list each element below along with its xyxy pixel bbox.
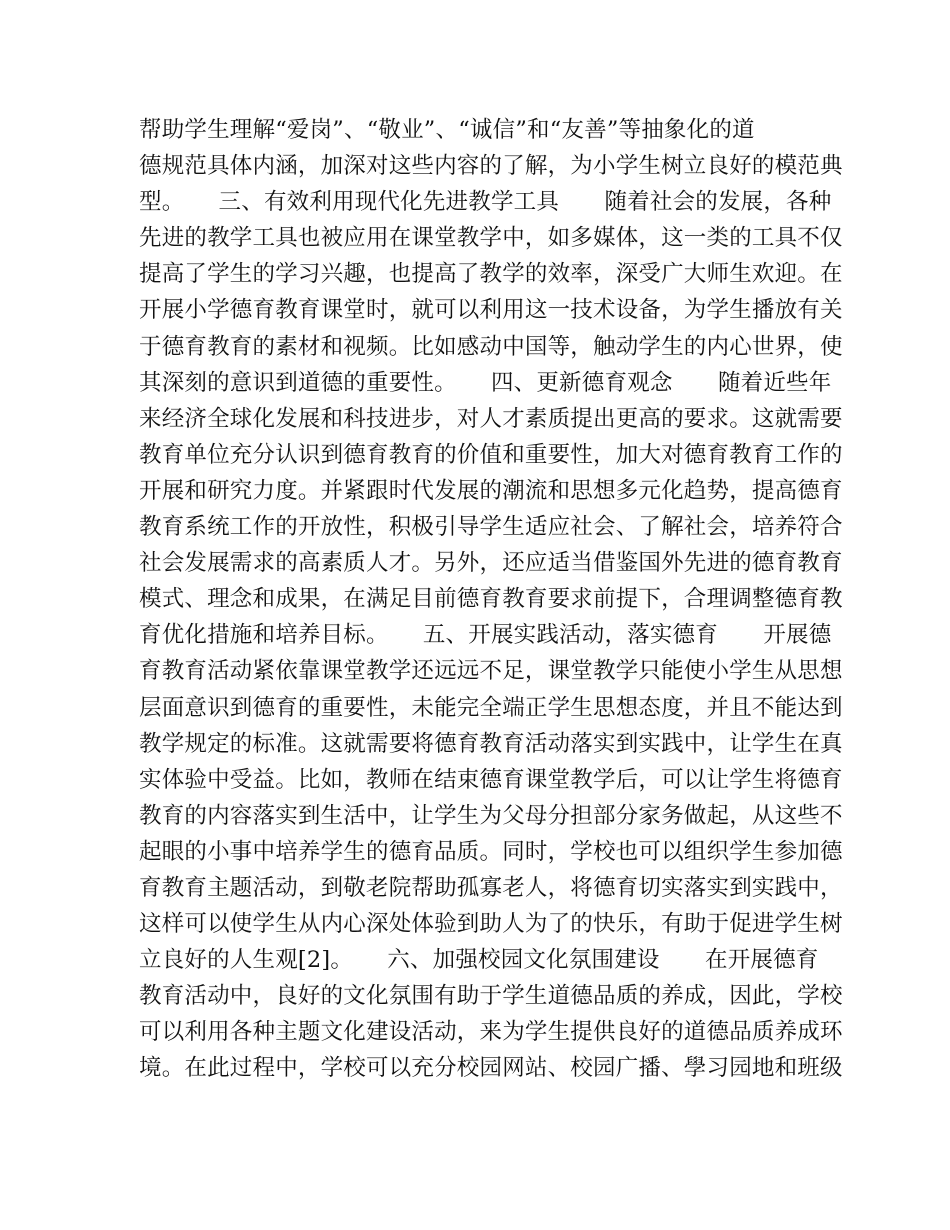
text-line-21: 起眼的小事中培养学生的德育品质。同时，学校也可以组织学生参加德 xyxy=(139,838,843,865)
text-line-12: 教育系统工作的开放性，积极引导学生适应社会、了解社会，培养符合 xyxy=(139,514,843,541)
text-line-8: 其深刻的意识到道德的重要性。 四、更新德育观念 随着近些年 xyxy=(139,369,832,396)
text-line-23: 这样可以使学生从内心深处体验到助人为了的快乐，有助于促进学生树 xyxy=(139,911,843,938)
text-line-24: 立良好的人生观[2]。 六、加强校园文化氛围建设 在开展德育 xyxy=(139,947,819,974)
text-line-22: 育教育主题活动，到敬老院帮助孤寡老人，将德育切实落实到实践中， xyxy=(139,874,843,901)
text-line-27: 境。在此过程中，学校可以充分校园网站、校园广播、學习园地和班级 xyxy=(139,1055,843,1082)
text-line-4: 先进的教学工具也被应用在课堂教学中，如多媒体，这一类的工具不仅 xyxy=(139,225,843,252)
text-line-5: 提高了学生的学习兴趣，也提高了教学的效率，深受广大师生欢迎。在 xyxy=(139,261,843,288)
text-line-19: 实体验中受益。比如，教师在结束德育课堂教学后，可以让学生将德育 xyxy=(139,766,843,793)
text-line-15: 育优化措施和培养目标。 五、开展实践活动，落实德育 开展德 xyxy=(139,622,832,649)
text-line-17: 层面意识到德育的重要性，未能完全端正学生思想态度，并且不能达到 xyxy=(139,694,843,721)
text-line-11: 开展和研究力度。并紧跟时代发展的潮流和思想多元化趋势，提高德育 xyxy=(139,477,843,504)
text-line-2: 德规范具体内涵，加深对这些内容的了解，为小学生树立良好的模范典 xyxy=(139,153,843,180)
text-line-25: 教育活动中，良好的文化氛围有助于学生道德品质的养成，因此，学校 xyxy=(139,983,843,1010)
text-line-7: 于德育教育的素材和视频。比如感动中国等，触动学生的内心世界，使 xyxy=(139,333,843,360)
text-line-9: 来经济全球化发展和科技进步，对人才素质提出更高的要求。这就需要 xyxy=(139,405,843,432)
text-line-20: 教育的内容落实到生活中，让学生为父母分担部分家务做起，从这些不 xyxy=(139,802,843,829)
text-line-1: 帮助学生理解“爱岗”、“敬业”、“诚信”和“友善”等抽象化的道 xyxy=(139,117,755,143)
text-line-10: 教育单位充分认识到德育教育的价值和重要性，加大对德育教育工作的 xyxy=(139,441,843,468)
text-line-6: 开展小学德育教育课堂时，就可以利用这一技术设备，为学生播放有关 xyxy=(139,297,843,324)
text-line-13: 社会发展需求的高素质人才。另外，还应适当借鉴国外先进的德育教育 xyxy=(139,550,843,577)
text-line-26: 可以利用各种主题文化建设活动，来为学生提供良好的道德品质养成环 xyxy=(139,1019,843,1046)
text-line-3: 型。 三、有效利用现代化先进教学工具 随着社会的发展，各种 xyxy=(139,189,832,216)
body-text xyxy=(139,112,843,1087)
text-line-16: 育教育活动紧依靠课堂教学还远远不足，课堂教学只能使小学生从思想 xyxy=(139,658,843,685)
text-line-18: 教学规定的标准。这就需要将德育教育活动落实到实践中，让学生在真 xyxy=(139,730,843,757)
text-line-14: 模式、理念和成果，在满足目前德育教育要求前提下，合理调整德育教 xyxy=(139,586,843,613)
